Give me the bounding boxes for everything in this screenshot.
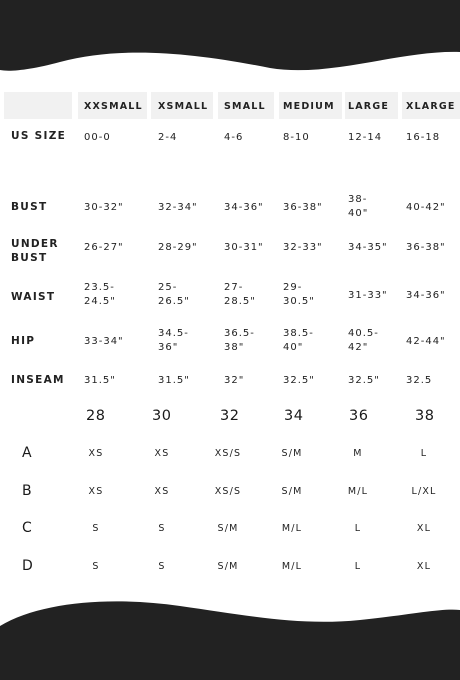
- measurement-cell: 16-18: [406, 132, 441, 143]
- measurement-cell: 31.5": [84, 375, 116, 386]
- band-size: 32: [220, 408, 240, 424]
- size-cell: S: [92, 523, 100, 534]
- measurement-cell: 38.5- 40": [283, 328, 314, 353]
- measurement-cell: 32.5": [348, 375, 380, 386]
- measurement-cell: 2-4: [158, 132, 178, 143]
- size-cell: S: [92, 561, 100, 572]
- size-cell: S/M: [281, 448, 303, 459]
- measurement-cell: 36-38": [406, 242, 446, 253]
- measurement-cell: 32.5: [406, 375, 433, 386]
- measurement-cell: 32-33": [283, 242, 323, 253]
- band-size: 36: [349, 408, 369, 424]
- row-label: INSEAM: [11, 374, 65, 386]
- row-label: BUST: [11, 201, 48, 213]
- measurement-cell: 23.5- 24.5": [84, 282, 116, 307]
- header-background: [4, 92, 72, 119]
- measurement-cell: 32.5": [283, 375, 315, 386]
- row-label: WAIST: [11, 291, 56, 303]
- measurement-cell: 36-38": [283, 202, 323, 213]
- row-label: US SIZE: [11, 130, 67, 142]
- size-cell: XL: [416, 523, 432, 534]
- column-header: SMALL: [224, 101, 266, 112]
- column-header: XXSMALL: [84, 101, 143, 112]
- column-header: XLARGE: [406, 101, 456, 112]
- cup-label: D: [22, 558, 34, 574]
- measurement-cell: 8-10: [283, 132, 310, 143]
- measurement-cell: 34-36": [224, 202, 264, 213]
- measurement-cell: 40.5- 42": [348, 328, 379, 353]
- measurement-cell: 29- 30.5": [283, 282, 315, 307]
- measurement-cell: 36.5- 38": [224, 328, 255, 353]
- cup-label: A: [22, 445, 33, 461]
- measurement-cell: 33-34": [84, 336, 124, 347]
- measurement-cell: 40-42": [406, 202, 446, 213]
- size-cell: S/M: [217, 523, 239, 534]
- band-size: 28: [86, 408, 106, 424]
- measurement-cell: 31.5": [158, 375, 190, 386]
- size-cell: L: [354, 523, 362, 534]
- measurement-cell: 34-35": [348, 242, 388, 253]
- size-cell: S: [158, 561, 166, 572]
- band-size: 34: [284, 408, 304, 424]
- size-cell: S/M: [281, 486, 303, 497]
- size-cell: XS: [88, 486, 104, 497]
- measurement-cell: 30-32": [84, 202, 124, 213]
- column-header: XSMALL: [158, 101, 209, 112]
- size-cell: XL: [416, 561, 432, 572]
- measurement-cell: 30-31": [224, 242, 264, 253]
- column-header: LARGE: [348, 101, 390, 112]
- measurement-cell: 34-36": [406, 290, 446, 301]
- size-cell: M/L: [281, 523, 303, 534]
- size-cell: XS: [154, 448, 170, 459]
- measurement-cell: 38- 40": [348, 194, 369, 219]
- measurement-cell: 00-0: [84, 132, 111, 143]
- size-cell: S/M: [217, 561, 239, 572]
- band-size: 30: [152, 408, 172, 424]
- size-cell: XS: [154, 486, 170, 497]
- measurement-cell: 32-34": [158, 202, 198, 213]
- measurement-cell: 4-6: [224, 132, 244, 143]
- top-wave-decoration: [0, 0, 460, 100]
- measurement-cell: 42-44": [406, 336, 446, 347]
- measurement-cell: 12-14: [348, 132, 383, 143]
- size-cell: XS/S: [214, 486, 242, 497]
- measurement-cell: 27- 28.5": [224, 282, 256, 307]
- size-cell: L/XL: [411, 486, 437, 497]
- row-label: UNDER BUST: [11, 238, 59, 264]
- measurement-cell: 26-27": [84, 242, 124, 253]
- band-size: 38: [415, 408, 435, 424]
- size-cell: XS: [88, 448, 104, 459]
- size-cell: M/L: [347, 486, 369, 497]
- size-cell: M: [353, 448, 363, 459]
- size-cell: S: [158, 523, 166, 534]
- row-label: HIP: [11, 335, 36, 347]
- measurement-cell: 31-33": [348, 290, 388, 301]
- measurement-cell: 28-29": [158, 242, 198, 253]
- cup-label: B: [22, 483, 33, 499]
- column-header: MEDIUM: [283, 101, 335, 112]
- bottom-wave-decoration: [0, 590, 460, 680]
- size-cell: XS/S: [214, 448, 242, 459]
- cup-label: C: [22, 520, 33, 536]
- size-cell: L: [420, 448, 428, 459]
- measurement-cell: 25- 26.5": [158, 282, 190, 307]
- size-cell: L: [354, 561, 362, 572]
- size-cell: M/L: [281, 561, 303, 572]
- measurement-cell: 34.5- 36": [158, 328, 189, 353]
- measurement-cell: 32": [224, 375, 245, 386]
